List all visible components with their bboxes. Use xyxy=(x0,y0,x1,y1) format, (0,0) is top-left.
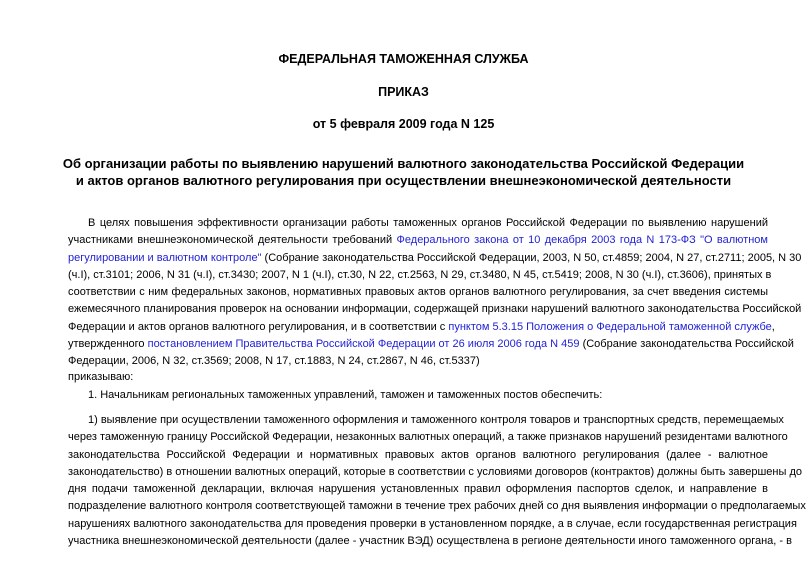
preamble-text: (Собрание законодательства Российской Федерации, 2003, N 50, ст.4859; 2004, N 27, ст.2711; 2005, N 30 xyxy=(261,251,802,264)
title-line-2: и актов органов валютного регулирования при осуществлении внешнеэкономической деятельности xyxy=(75,173,732,188)
customs-regulation-link[interactable]: пунктом 5.3.15 Положения о Федеральной таможенной службе xyxy=(448,320,772,333)
item-1: 1. Начальникам региональных таможенных управлений, таможен и таможенных постов обеспечить: xyxy=(88,389,603,401)
agency-name: ФЕДЕРАЛЬНАЯ ТАМОЖЕННАЯ СЛУЖБА xyxy=(278,52,529,66)
subitem-line: законодательство) в отношении валютных операций, которые в соответствии с условиями договоров (контрактов) должны быть завершены до xyxy=(68,465,802,478)
federal-law-link-continued[interactable]: регулировании и валютном контроле" xyxy=(68,251,262,264)
federal-law-link[interactable]: Федерального закона от 10 декабря 2003 года N 173-ФЗ "О валютном xyxy=(396,234,768,247)
preamble-paragraph xyxy=(68,215,802,371)
preamble-line: (ч.I), ст.3101; 2006, N 31 (ч.I), ст.3430; 2007, N 1 (ч.I), ст.30, N 22, ст.2563, N 29, ст.3480, N 45, ст.5419; 2008, N 30 (ч.I), ст.3606), принятых в xyxy=(68,268,772,281)
title-line-1: Об организации работы по выявлению нарушений валютного законодательства Российской Федерации xyxy=(62,156,745,171)
preamble-text: (Собрание законодательства Российской xyxy=(579,338,794,351)
preamble-line: Федерации, 2006, N 32, ст.3569; 2008, N 17, ст.1883, N 24, ст.2867, N 46, ст.5337) xyxy=(68,355,480,368)
order-word: приказываю: xyxy=(68,371,134,383)
preamble-line xyxy=(68,232,768,249)
preamble-line: В целях повышения эффективности организации работы таможенных органов Российской Федерации по выявлению нарушений xyxy=(88,217,768,229)
preamble-line xyxy=(68,336,794,353)
subitem-line: через таможенную границу Российской Федерации, незаконных валютных операций, а также признаков нарушений резидентами валютного xyxy=(68,431,788,444)
subitem-line: подразделение валютного контроля соответствующей таможни в течение трех рабочих дней со дня выявления информации о предполагаемых xyxy=(68,500,806,513)
subitem-line: законодательства Российской Федерации и нормативных правовых актов органов валютного регулирования (далее - валютное xyxy=(68,448,768,461)
preamble-text: утвержденного xyxy=(68,338,148,351)
preamble-line: соответствии с ним федеральных законов, нормативных правовых актов органов валютного регулирования, за счет введения системы xyxy=(68,286,768,299)
preamble-line xyxy=(68,250,802,267)
preamble-text: Федерации и актов органов валютного регулирования, и в соответствии с xyxy=(68,320,446,333)
preamble-line: ежемесячного планирования проверок на основании информации, содержащей признаки нарушений валютного законодательства Российской xyxy=(68,303,802,316)
document-title xyxy=(40,155,767,189)
subitem-line: 1) выявление при осуществлении таможенного оформления и таможенного контроля товаров и транспортных средств, перемещаемых xyxy=(88,414,784,426)
subitem-1-paragraph xyxy=(68,412,806,550)
government-decree-link[interactable]: постановлением Правительства Российской Федерации от 26 июля 2006 года N 459 xyxy=(147,338,580,351)
subitem-line: дня подачи таможенной декларации, включая нарушения установленных правил оформления паспортов сделок, и направление в xyxy=(68,483,768,496)
preamble-line xyxy=(68,319,775,336)
preamble-text: участниками внешнеэкономической деятельности требований xyxy=(68,234,393,247)
subitem-line: участника внешнеэкономической деятельности (далее - участник ВЭД) осуществлена в регионе деятельности иного таможенного органа, - в xyxy=(68,535,792,548)
subitem-line: нарушениях валютного законодательства для проведения проверки в установленном порядке, а в случае, если государственная регистрация xyxy=(68,517,797,530)
document-type: ПРИКАЗ xyxy=(378,85,429,99)
document-date-number: от 5 февраля 2009 года N 125 xyxy=(312,117,495,131)
preamble-text: , xyxy=(771,320,775,333)
